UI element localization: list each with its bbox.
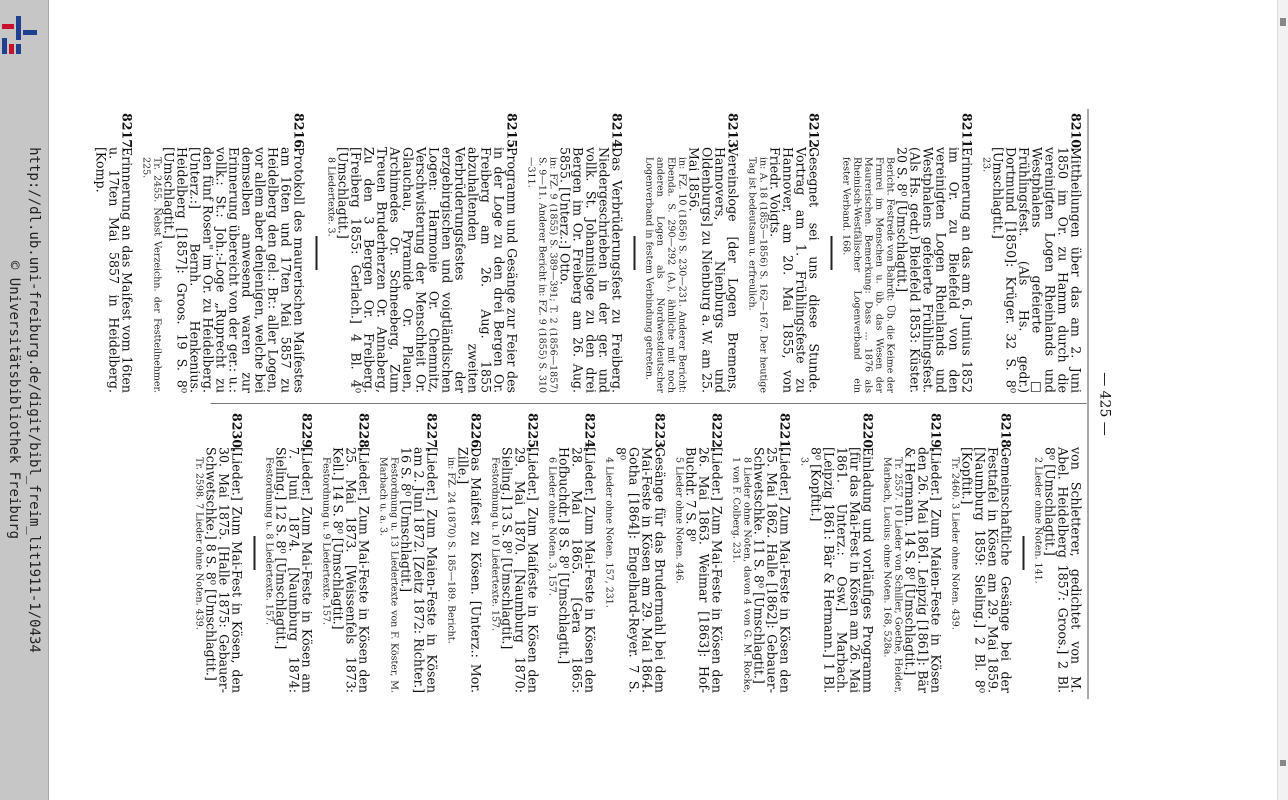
right-column	[187, 413, 1083, 693]
vertical-scrollbar[interactable]	[1277, 0, 1288, 800]
entry-text: Protokoll des maurerischen Maifestes am 16ten und 17ten Mai 5857 zu Heidelberg den gel.: Br.: aller Logen, vor allem aber denjenigen, welche bei demselben anwesend waren zur Erinnerung übereicht von der ger.: u.: vollk.: St.: Joh.:-Loge „Ruprecht zu den fünf Rosen" im Or. zu Heidelberg. [Unterz.:] Bernh. Henkenius. Heidelberg [1857]: Groos. 19 S. 8⁰ [Umschlagtit.]	[161, 147, 307, 393]
bibliography-entry	[799, 413, 875, 693]
entry-number: 8218.	[998, 413, 1014, 453]
section-separator	[634, 236, 636, 270]
entry-text: [Lieder.] Zum Maien-Feste in Kösen am 2. Juni 1872. [Zeitz 1872: Richter.] 16 S. 8⁰ [Umschlagtit.]	[398, 447, 440, 693]
entry-note: in: FZ. 24 (1870) S. 185—189. Bericht.	[445, 457, 457, 644]
entry-number: 8212.	[806, 113, 822, 153]
entry-number: 8211.	[959, 113, 975, 153]
bibliography-entry	[950, 413, 1013, 693]
entry-note: 4 Lieder ohne Noten. 157, 231.	[603, 457, 615, 608]
entry-note: Festordnung u. 13 Liedertexte von F. Köster, M. Marbach u. a. 3.	[377, 457, 400, 693]
entry-text: [Lieder.] Zum Mai-Fest in Kösen, den 30. Mai 1875. [Halle 1875: Gebauer-Schwetschke.] 8 S. 8⁰ [Umschlagtit.]	[203, 447, 245, 693]
entry-number: 8222.	[709, 413, 725, 453]
entry-number: 8224.	[582, 413, 598, 453]
bibliography-entry	[644, 113, 740, 393]
entry-note: in: FZ. 10 (1856) S. 230—231. Anderer Bericht: Ebenda. S. 290—292 (A.), ähnliche mit noch anderen Logen als Nordwestdeutscher Logenverband in festem Verbindung getreten.	[643, 157, 688, 393]
entry-note: in: FZ. 9 (1855) S. 389—391; T. 2 (1856—1857) S. 9—11. Anderer Bericht in: FZ. 9 (1855) S. 310—311.	[525, 157, 559, 393]
bibliography-entry	[1033, 413, 1083, 693]
entry-number: 8214.	[609, 113, 625, 153]
entry-number: 8220.	[860, 413, 876, 453]
scroll-marker-icon	[1280, 760, 1286, 766]
entry-text: Das Verbrüderungsfest zu Freiberg. Niedergeschrieben in der ger. und vollk. St. Johannisloge zu den drei Bergen im Or. Freiberg am 26. Aug. 5855. [Unterz.:] Otto.	[557, 147, 625, 393]
library-logo-icon	[0, 14, 40, 58]
section-separator	[316, 236, 318, 270]
bibliography-entry	[264, 413, 314, 693]
entry-note: 23.	[980, 157, 992, 173]
entry-number: 8229.	[299, 413, 315, 453]
column-divider	[211, 403, 1087, 404]
bibliography-entry	[604, 413, 667, 693]
entry-number: 8223.	[652, 413, 668, 453]
section-separator	[1023, 536, 1025, 570]
entry-number: 8230.	[229, 413, 245, 453]
bibliography-entry	[981, 113, 1083, 393]
bibliography-entry	[95, 113, 134, 393]
bibliography-entry	[841, 113, 974, 393]
bibliography-entry	[326, 113, 519, 393]
entry-text: Mittheilungen über das am 2. Juni 1850 im Or. zu Hamm durch die vereinigten Logen Rheinlands und Westphalens gefeierte □ Frühlingsfest. (Als Hs. gedr.) Dortmund [1850]: Krüger. 32 S. 8⁰ [Umschlagtit.]	[990, 147, 1084, 393]
entry-note: 2 Lieder ohne Noten. 141.	[1032, 457, 1044, 584]
entry-note: Festordnung u. 9 Liedertexte. 157.	[320, 457, 332, 626]
bibliography-entry	[378, 413, 439, 693]
entry-note: Bericht. Festrede von Bahrdt: Üb. die Keime der Frmrei im Menschen u. üb. das Wesen der Maurerischen. Bemerkung: Dass ... 1876 als Rheinisch-Westfälischer Logenverband ein fester Verband. 168.	[840, 157, 896, 393]
entry-number: 8225.	[525, 413, 541, 453]
entry-number: 8216.	[291, 113, 307, 153]
entry-text: [Lieder.] Zum Mai-Feste in Kösen den 25. Mai 1862. Halle [1862]: Gebauer-Schwetschke. 11 S. 8⁰ [Umschlagtit.]	[751, 447, 793, 693]
entry-text: von Schletterer, gedichtet von M. Abel. Heidelberg 1857: Groos.] 2 Bl. 8⁰ [Umschlagtit.]	[1042, 447, 1084, 693]
bibliography-entry	[526, 113, 624, 393]
entry-note: Tr. 2460. 3 Lieder ohne Noten. 439.	[949, 457, 961, 630]
bibliography-entry	[882, 413, 943, 693]
viewer-sidebar	[0, 0, 49, 800]
entry-text: Gemeinschaftliche Gesänge bei der Festtafel in Kösen am 29. Mai 1859. [Naumburg 1859: Sieling.] 2 Bl. 8⁰ [Kopftit.]	[959, 447, 1014, 693]
bibliography-entry	[446, 413, 483, 693]
entry-number: 8221.	[777, 413, 793, 453]
entry-text: [Lieder.] Zum Mai-Feste in Kösen den 26. Mai 1863. Weimar [1863]: Hof-Buchdr. 7 S. 8⁰	[683, 447, 725, 693]
entry-note: Tr. 2557. 10 Lieder von Schiller, Goethe, Heider, Marbach, Lucius; ohne Noten. 168, 528a.	[881, 457, 904, 693]
scroll-marker-icon	[1280, 18, 1286, 26]
entry-note: 8 Liedertexte. 3.	[325, 157, 337, 237]
entry-text: Gesänge für das Brudermahl bei dem Mai-Feste in Kösen am 29. Mai 1864. Gotha [1864]: Engelhard-Reyer. 7 S. 8⁰	[613, 447, 668, 693]
bibliography-entry	[674, 413, 724, 693]
entry-note: Festordnung u. 8 Liedertexte. 157.	[263, 457, 275, 626]
scanned-page	[93, 109, 1113, 699]
entry-text: [Lieder.] Zum Maifeste in Kösen den 29. Mai 1870. [Naumburg 1870: Sieling.] 13 S. 8⁰ [Umschlagtit.]	[499, 447, 541, 693]
entry-text: Erinnerung an das am 6. Junius 1852 im Or. zu Bielefeld von den vereinigten Logen Rheinlands und Westphalens gefeierte Frühlingsfest. (Als Hs. gedr.) Bielefeld 1853: Küster. 20 S. 8⁰ [Umschlagtit.]	[894, 147, 975, 393]
entry-note: 5 Lieder ohne Noten. 446.	[673, 457, 685, 584]
bibliography-entry	[490, 413, 540, 693]
entry-text: Das Maifest zu Kösen. [Unterz.: Mor. Zille.]	[455, 447, 484, 693]
entry-note: 8 Lieder ohne Noten, davon 4 von G. M. Rocke, 1 von F. Colberg. 231.	[730, 457, 753, 693]
page-credit	[4, 147, 44, 653]
entry-number: 8219.	[928, 413, 944, 453]
section-separator	[831, 236, 833, 270]
left-column	[88, 113, 1083, 393]
credit-url[interactable]: http://dl.ub.uni-freiburg.de/digit/bibl_freim_lit1911-1/0434	[26, 147, 42, 653]
entry-text: Vereinsloge [der Logen Bremens, Hannovers, Nienburgs und Oldenburgs] zu Nienburg a. W. am 25. Mai 1856.	[686, 147, 741, 393]
entry-note: Tr. 2598. 7 Lieder ohne Noten. 439.	[193, 457, 205, 630]
entry-note: in: A. 18 (1855—1856) S. 162—167. Der heutige Tag ist bedeutsam u. erfreulich.	[746, 157, 769, 393]
entry-number: 8215.	[504, 113, 520, 153]
bibliography-entry	[321, 413, 371, 693]
bibliography-entry	[747, 113, 821, 393]
entry-text: [Lieder.] Zum Mai-Feste in Kösen am 7. Juni 1874. [Naumburg 1874: Sieling.] 12 S. 8⁰ [Umschlagtit.]	[273, 447, 315, 693]
page-number: — 425 —	[1096, 372, 1113, 436]
entry-number: 8227.	[424, 413, 440, 453]
bibliography-entry	[194, 413, 244, 693]
entry-note: 6 Lieder ohne Noten. 3, 157.	[546, 457, 558, 596]
header-rule	[1088, 109, 1089, 699]
entry-number: 8217.	[119, 113, 135, 153]
entry-number: 8228.	[356, 413, 372, 453]
bibliography-entry	[731, 413, 792, 693]
credit-owner: © Universitätsbibliothek Freiburg	[6, 260, 22, 540]
bibliography-entry	[547, 413, 597, 693]
entry-number: 8210.	[1068, 113, 1084, 153]
entry-text: Einladung und vorläufiges Programm [für das Mai-Fest in Kösen am 26. Mai 1861. Unterz.: Osw.] Marbach. [Leipzig 1861: Bär & Hermann.] 1 Bl. 8⁰ [Kopftit.]	[808, 447, 876, 693]
bibliography-entry	[141, 113, 306, 393]
section-separator	[254, 536, 256, 570]
entry-text: Gesegnet sei uns diese Stunde. Vortrag am 1. Frühlingsfeste zu Hannover, am 20. Mai 1855, von Friedr. Voigts.	[767, 147, 822, 393]
entry-note: Festordnung u. 10 Liedertexte. 157.	[489, 457, 501, 632]
entry-note: 3.	[798, 457, 810, 467]
entry-text: [Lieder.] Zum Mai-Feste in Kösen den 25. Mai 1873. [Weissenfels 1873: Kell.] 14 S. 8⁰ [Umschlagtit.]	[330, 447, 372, 693]
entry-number: 8213.	[725, 113, 741, 153]
entry-text: [Lieder.] Zum Maien-Feste in Kösen den 26. Mai 1861. Leipzig [1861]: Bär & Hermann. 14 S. 8⁰ [Umschlagtit.]	[902, 447, 944, 693]
entry-number: 8226.	[468, 413, 484, 453]
entry-note: Tr. 2455. Nebst Verzeichn. der Festteilnehmer. 225.	[140, 157, 163, 393]
entry-text: Programm und Gesänge zur Feier des in der Loge zu den drei Bergen Or. Freiberg am 26. Aug. 1855 abzuhaltenden zweiten Verbrüderungsfestes der erzgebirgischen und voigtländischen Logen: Harmonie Or. Chemnitz, Verschwisterung der Menschheit Or. Glauchau, Pyramide Or. Plauen, Archimedes Or. Schneeberg, Zum Treuen Bruderherzen Or. Annaberg, Zu den 3 Bergen Or. Freiberg. [Freiberg 1855: Gerlach.] 4 Bl. 4⁰ [Umschlagtit.]	[335, 147, 520, 393]
entry-text: Erinnerung an das Maifest vom 16ten u. 17ten Mai 5857 in Heidelberg. [Komp.	[93, 147, 135, 393]
entry-text: [Lieder.] Zum Mai-Feste in Kösen den 28. Mai 1865. [Gera 1865: Hofbuchdr.] 8 S. 8⁰ [Umschlagtit.]	[556, 447, 598, 693]
